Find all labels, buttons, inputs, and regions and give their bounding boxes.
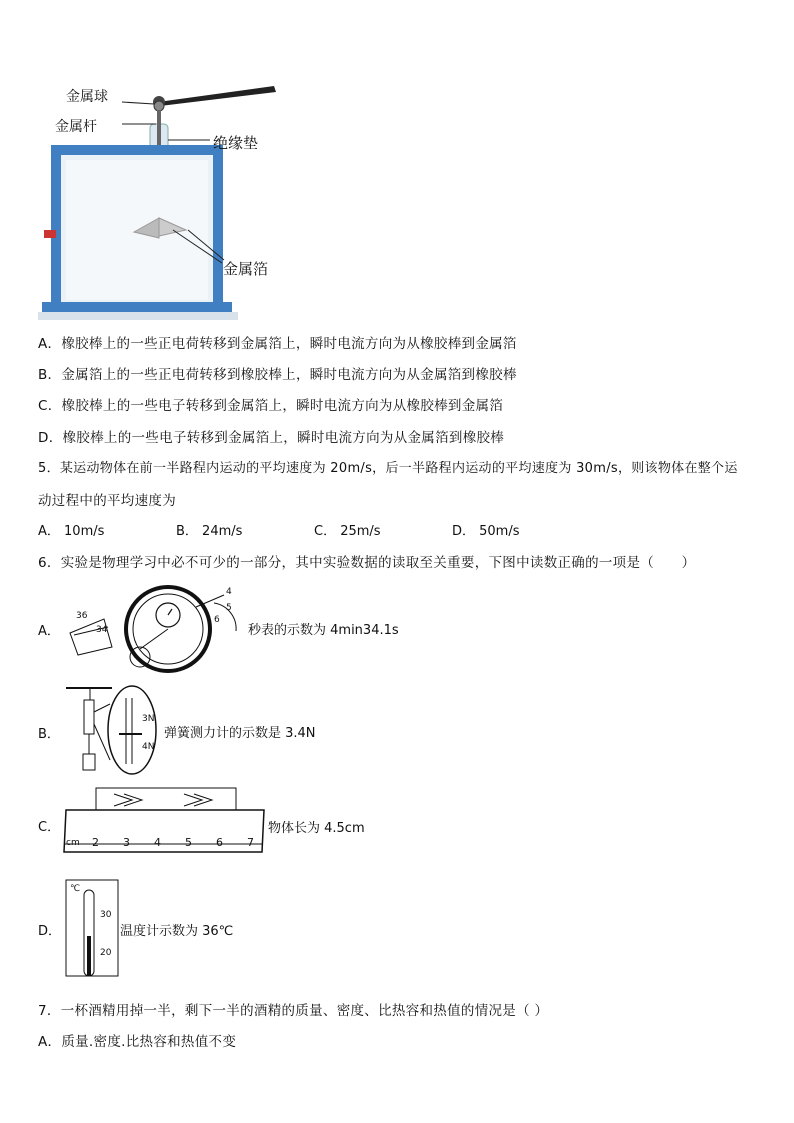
label-metal-ball: 金属球 [66, 89, 108, 105]
q4-option-b: B．金属箔上的一些正电荷转移到橡胶棒上，瞬时电流方向为从金属箔到橡胶棒 [38, 367, 517, 383]
stopwatch-tick-6: 6 [214, 615, 220, 625]
q5-option-a: A． 10m/s [38, 524, 105, 539]
thermometer-unit: ℃ [70, 884, 81, 894]
q6-stem: 6．实验是物理学习中必不可少的一部分，其中实验数据的读取至关重要，下图中读数正确的一项是（ ） [38, 555, 696, 571]
stopwatch-tick-36: 36 [76, 611, 88, 621]
q7-stem: 7．一杯酒精用掉一半，剩下一半的酒精的质量、密度、比热容和热值的情况是（ ） [38, 1003, 549, 1019]
q5-option-c: C． 25m/s [314, 524, 381, 539]
q6-option-a-caption: 秒表的示数为 4min34.1s [248, 623, 399, 638]
q6-option-a-letter: A． [38, 624, 60, 639]
label-insulating-pad: 绝缘垫 [213, 134, 259, 152]
label-metal-rod: 金属杆 [55, 119, 97, 135]
q4-option-d: D．橡胶棒上的一些电子转移到金属箔上，瞬时电流方向为从金属箔到橡胶棒 [38, 430, 505, 446]
stopwatch-tick-4: 4 [226, 587, 232, 597]
ruler-tick-3: 3 [123, 836, 130, 849]
q6-option-c-letter: C． [38, 820, 61, 835]
label-metal-foil: 金属箔 [223, 260, 269, 278]
q5-option-d: D． 50m/s [452, 524, 520, 539]
spring-scale-tick-4n: 4N [142, 742, 155, 752]
thermometer-figure [64, 878, 120, 978]
ruler-tick-2: 2 [92, 836, 99, 849]
q6-option-c-caption: 物体长为 4.5cm [268, 821, 365, 836]
ruler-unit-cm: cm [66, 838, 80, 848]
q7-option-a: A．质量.密度.比热容和热值不变 [38, 1034, 237, 1050]
ruler-tick-4: 4 [154, 836, 161, 849]
ruler-tick-5: 5 [185, 836, 192, 849]
ruler-figure [62, 786, 268, 860]
electroscope-figure [38, 80, 278, 320]
thermometer-tick-30: 30 [100, 910, 112, 920]
ruler-tick-7: 7 [247, 836, 254, 849]
q6-option-b-caption: 弹簧测力计的示数是 3.4N [164, 726, 316, 741]
q6-option-b-letter: B． [38, 727, 60, 742]
q5-option-b: B． 24m/s [176, 524, 243, 539]
stopwatch-tick-5: 5 [226, 603, 232, 613]
spring-scale-figure [64, 684, 164, 776]
q5-stem-line2: 动过程中的平均速度为 [38, 493, 176, 509]
stopwatch-tick-34: 34 [96, 625, 108, 635]
q4-option-a: A．橡胶棒上的一些正电荷转移到金属箔上，瞬时电流方向为从橡胶棒到金属箔 [38, 336, 517, 352]
ruler-tick-6: 6 [216, 836, 223, 849]
q6-option-d-letter: D． [38, 924, 62, 939]
q5-stem-line1: 5．某运动物体在前一半路程内运动的平均速度为 20m/s，后一半路程内运动的平均速度为 30m/s，则该物体在整个运 [38, 461, 738, 476]
q4-option-c: C．橡胶棒上的一些电子转移到金属箔上，瞬时电流方向为从橡胶棒到金属箔 [38, 398, 504, 414]
spring-scale-tick-3n: 3N [142, 714, 155, 724]
thermometer-tick-20: 20 [100, 948, 112, 958]
stopwatch-figure [64, 585, 242, 673]
q6-option-d-caption: 温度计示数为 36℃ [120, 924, 234, 939]
